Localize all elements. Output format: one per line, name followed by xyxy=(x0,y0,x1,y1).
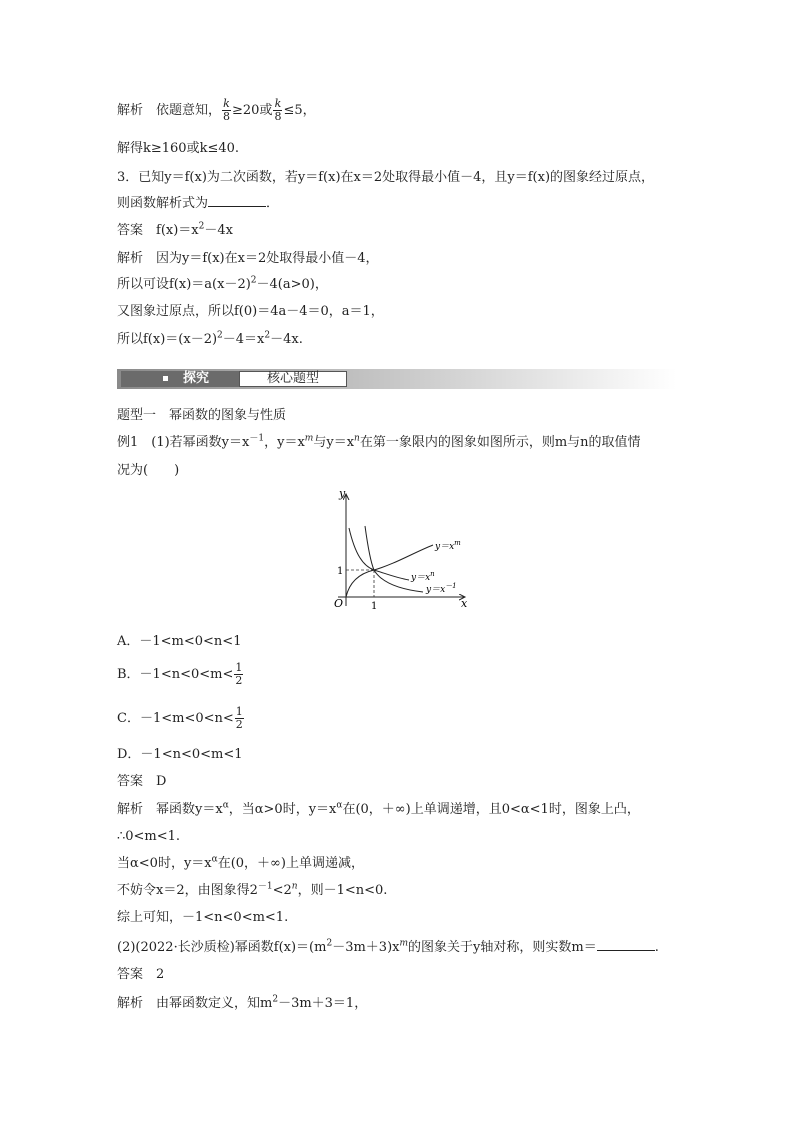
answer-1: 答案 D xyxy=(117,774,167,789)
answer-3 xyxy=(117,222,233,240)
example-text: 的图象关于y轴对称，则实数m＝ xyxy=(408,940,597,955)
solution-3-line-3: 又图象过原点，所以f(0)＝4a－4＝0，a＝1， xyxy=(117,304,384,319)
solution-3-line-4 xyxy=(117,331,303,349)
solution-text: ，则－1<n<0. xyxy=(297,883,388,898)
curve-label-neg1: $y=x^{-1}$ xyxy=(426,582,457,595)
solution-line-2: 解得k≥160或k≤40. xyxy=(117,141,240,156)
solution-1-line-5: 综上可知，－1<n<0<m<1. xyxy=(117,910,289,925)
solution-2-line-1 xyxy=(117,995,367,1013)
question-3-line-1: 3．已知y＝f(x)为二次函数，若y＝f(x)在x＝2处取得最小值－4，且y＝f(x)的图象经过原点， xyxy=(117,170,655,185)
solution-line-1 xyxy=(117,98,316,123)
x-axis-label: x xyxy=(461,597,468,610)
example-1-line-2: 况为( ) xyxy=(117,463,180,478)
answer-blank xyxy=(597,938,655,951)
fraction-numerator: k xyxy=(274,97,282,110)
section-subtitle: 核心题型 xyxy=(239,371,347,387)
fraction-one-half xyxy=(235,706,244,731)
exponent: m xyxy=(399,938,409,949)
x-tick-label: 1 xyxy=(371,601,378,612)
fraction-denominator: 8 xyxy=(223,110,231,123)
fraction-k-over-8 xyxy=(222,98,231,123)
option-a: A．－1<m<0<n<1 xyxy=(117,634,242,649)
y-axis-label: y xyxy=(339,487,346,500)
curve-label-n: $y=x^n$ xyxy=(411,570,435,583)
solution-text: 所以可设f(x)＝a(x－2) xyxy=(117,277,251,292)
exponent: －1 xyxy=(249,433,265,444)
solution-text: <2 xyxy=(272,883,292,898)
solution-text: －4(a>0)， xyxy=(256,277,328,292)
solution-1-line-4 xyxy=(117,882,387,900)
example-text: 与y＝x xyxy=(313,435,355,450)
option-text: B．－1<n<0<m< xyxy=(117,667,234,682)
section-header-band xyxy=(117,369,677,389)
exponent: 2 xyxy=(250,275,257,286)
answer-text: －4x xyxy=(204,223,233,238)
fraction-denominator: 8 xyxy=(274,110,282,123)
example-text: (2)(2022·长沙质检)幂函数f(x)＝(m xyxy=(117,940,327,955)
question-text: 则函数解析式为 xyxy=(117,196,209,211)
example-1-part-2 xyxy=(117,938,659,957)
exponent: 2 xyxy=(198,221,205,232)
option-c xyxy=(117,706,245,731)
fraction-one-half xyxy=(234,662,243,687)
example-text: ，y＝x xyxy=(264,435,305,450)
exponent: －1 xyxy=(257,881,273,892)
exponent: 2 xyxy=(272,994,279,1005)
exponent: α xyxy=(222,800,229,811)
topic-title: 题型一 幂函数的图象与性质 xyxy=(117,408,287,423)
solution-1-line-3 xyxy=(117,855,364,873)
section-title: 探究 xyxy=(183,371,210,386)
exponent: n xyxy=(354,433,360,444)
exponent: 2 xyxy=(326,938,333,949)
power-function-graph xyxy=(325,486,475,612)
example-text: 例1 (1)若幂函数y＝x xyxy=(117,435,250,450)
solution-text: －4x. xyxy=(270,332,303,347)
example-text: 在第一象限内的图象如图所示，则m与n的取值情 xyxy=(359,435,641,450)
fraction-denominator: 2 xyxy=(235,718,243,731)
solution-text: －3m＋3＝1， xyxy=(278,996,368,1011)
square-bullet-icon xyxy=(163,376,168,381)
solution-1-line-1 xyxy=(117,801,640,819)
fraction-numerator: k xyxy=(223,97,230,110)
solution-text: ≤5， xyxy=(283,103,316,118)
exponent: 2 xyxy=(217,330,223,341)
curve-label-m: $y=x^m$ xyxy=(435,539,461,552)
solution-text: ≥20或 xyxy=(232,103,273,118)
section-label-dark xyxy=(121,371,239,387)
solution-1-line-2: ∴0<m<1. xyxy=(117,829,181,844)
section-label xyxy=(121,371,351,387)
example-text: . xyxy=(654,940,659,955)
option-d: D．－1<n<0<m<1 xyxy=(117,747,243,762)
exponent: m xyxy=(304,433,314,444)
solution-text: 不妨令x＝2，由图象得2 xyxy=(117,883,258,898)
answer-2: 答案 2 xyxy=(117,967,165,982)
solution-text: 解析 由幂函数定义，知m xyxy=(117,996,273,1011)
solution-3-line-2 xyxy=(117,276,328,294)
solution-3-line-1: 解析 因为y＝f(x)在x＝2处取得最小值－4， xyxy=(117,251,379,266)
curve-y-x-m xyxy=(346,545,433,597)
solution-text: 解析 依题意知， xyxy=(117,103,222,118)
fraction-k-over-8 xyxy=(273,98,282,123)
question-text: ． xyxy=(266,196,280,211)
solution-text: －4＝x xyxy=(222,332,265,347)
solution-text: ，当α>0时，y＝x xyxy=(228,802,337,817)
fraction-numerator: 1 xyxy=(235,661,243,674)
exponent: n xyxy=(291,881,298,892)
solution-text: 在(0，＋∞)上单调递减， xyxy=(217,856,364,871)
option-text: C．－1<m<0<n< xyxy=(117,711,234,726)
y-tick-label: 1 xyxy=(337,566,344,577)
fraction-numerator: 1 xyxy=(235,705,243,718)
solution-text: 当α<0时，y＝x xyxy=(117,856,212,871)
question-3-line-2 xyxy=(117,194,279,213)
solution-text: 解析 幂函数y＝x xyxy=(117,802,223,817)
exponent: 2 xyxy=(264,330,271,341)
answer-text: f(x)＝x xyxy=(156,223,199,238)
exponent: α xyxy=(336,800,343,811)
answer-label: 答案 xyxy=(117,223,157,238)
option-b xyxy=(117,662,244,687)
exponent: α xyxy=(211,854,218,865)
fraction-denominator: 2 xyxy=(235,674,243,687)
solution-text: 在(0，＋∞)上单调递增，且0<α<1时，图象上凸， xyxy=(342,802,640,817)
origin-label: O xyxy=(334,597,344,610)
solution-text: 所以f(x)＝(x－2) xyxy=(117,332,218,347)
answer-blank xyxy=(208,194,266,207)
example-1-line-1 xyxy=(117,434,641,452)
curve-y-x-n xyxy=(349,528,409,580)
example-text: －3m＋3)x xyxy=(332,940,400,955)
